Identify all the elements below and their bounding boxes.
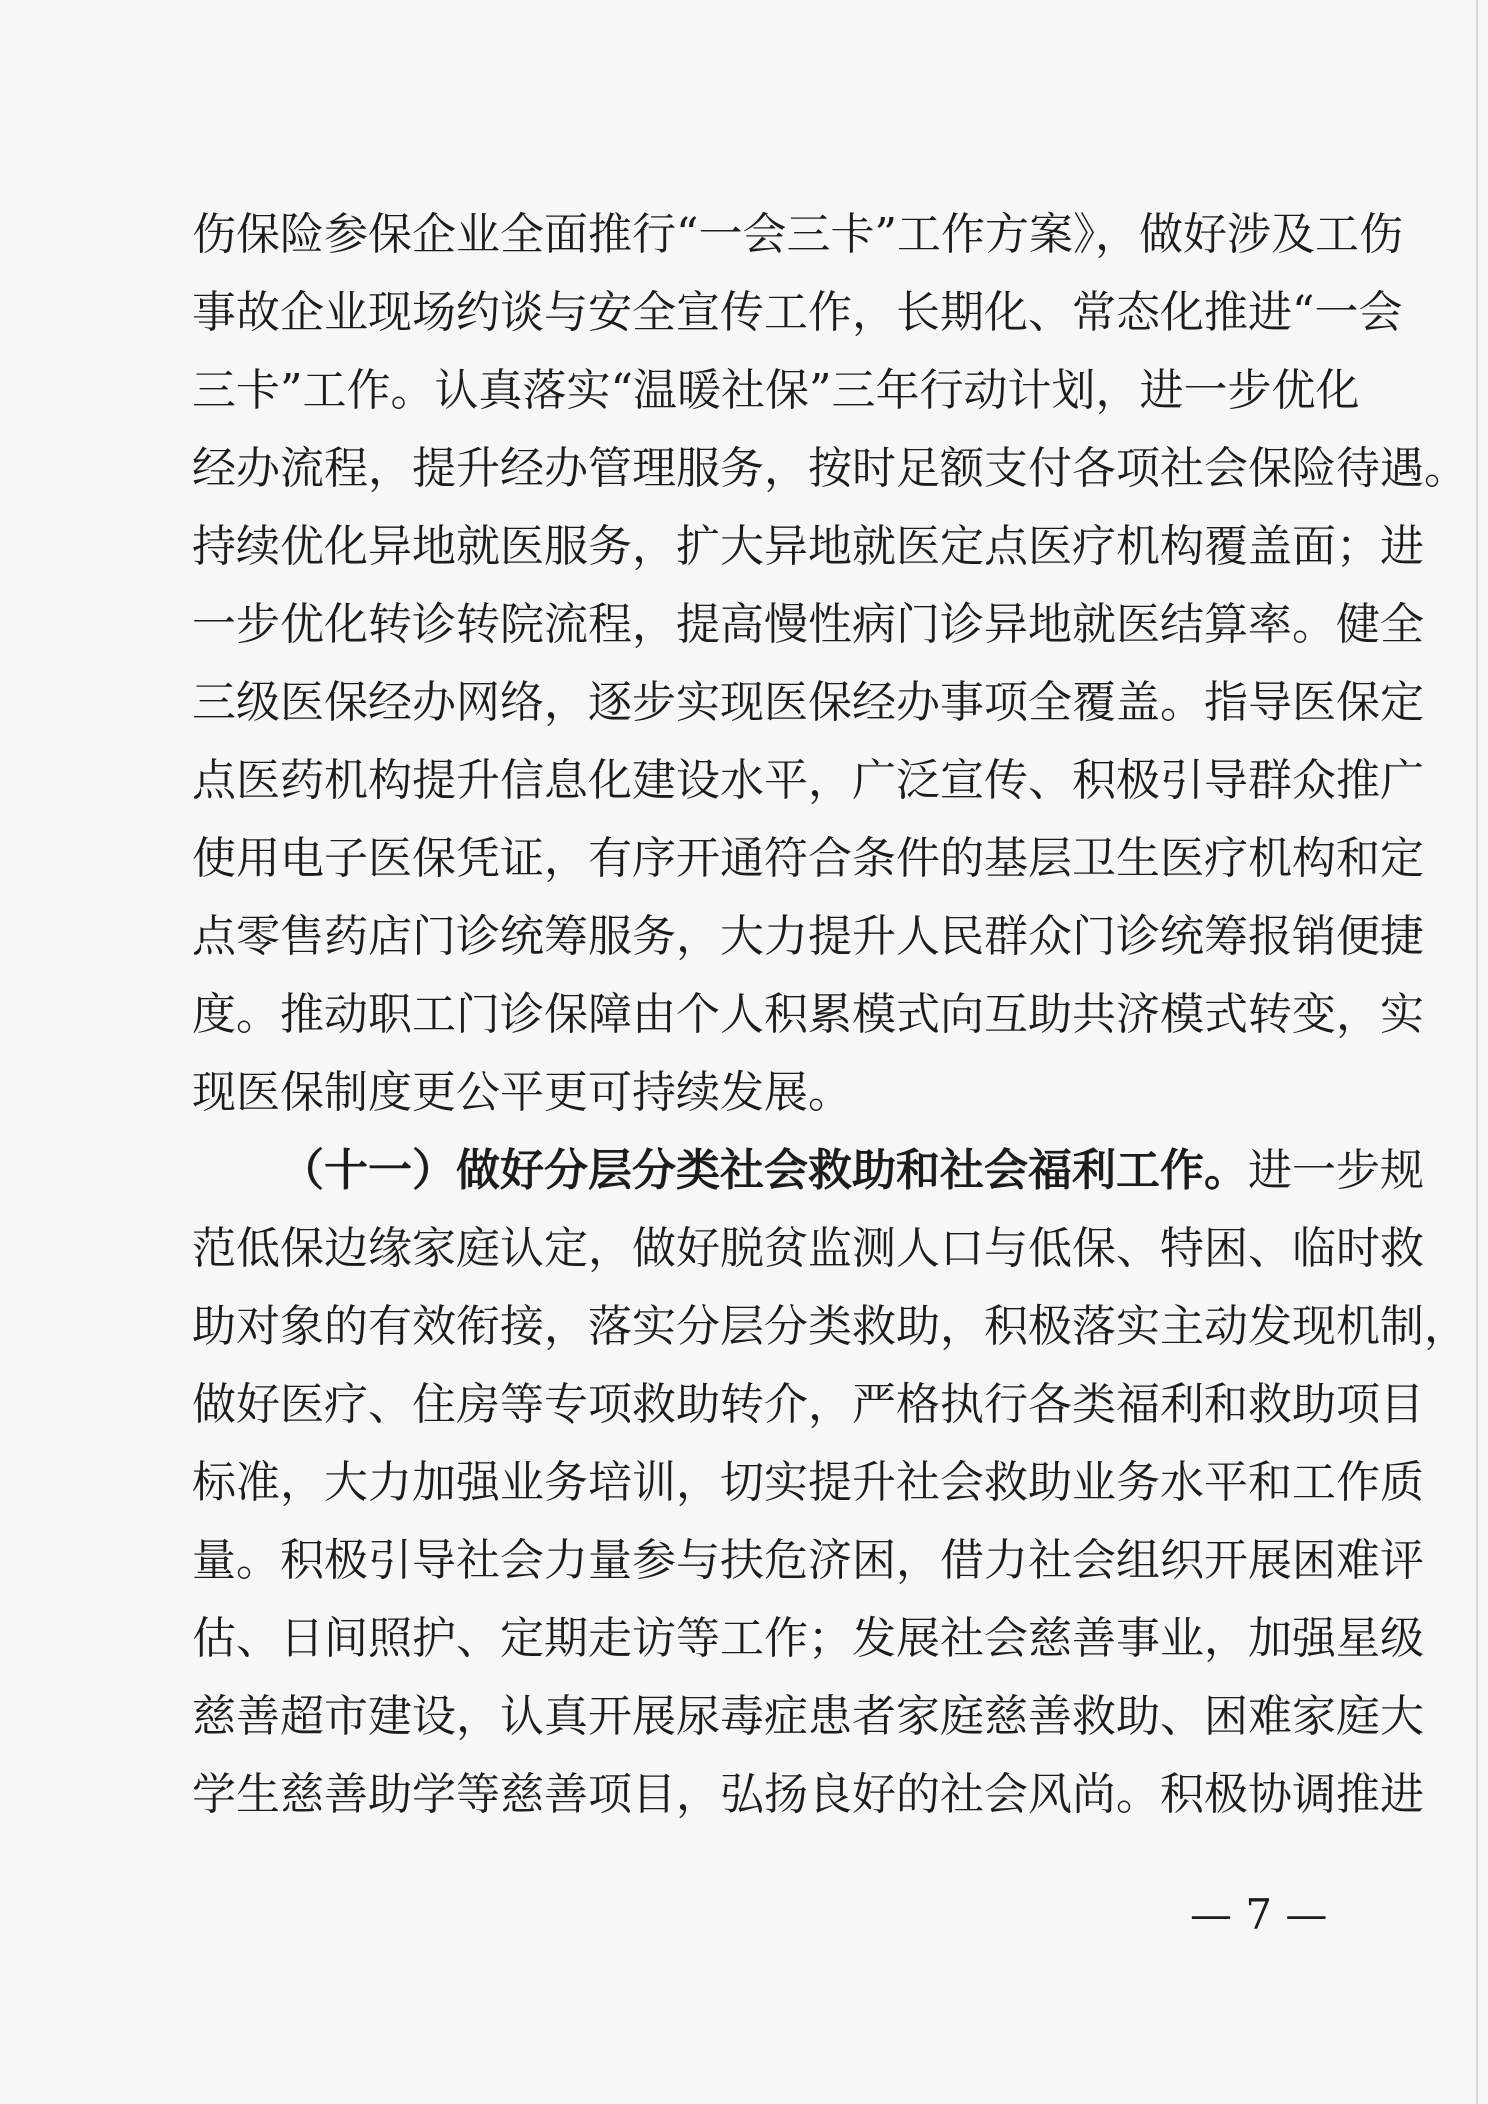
text-line: 估、日间照护、定期走访等工作；发展社会慈善事业，加强星级	[192, 1613, 1424, 1664]
text-line: 范低保边缘家庭认定，做好脱贫监测人口与低保、特困、临时救	[192, 1223, 1424, 1274]
text-line: 现医保制度更公平更可持续发展。	[192, 1067, 852, 1118]
text-line: 事故企业现场约谈与安全宣传工作，长期化、常态化推进“一会	[192, 287, 1403, 338]
text-line: 经办流程，提升经办管理服务，按时足额支付各项社会保险待遇。	[192, 443, 1468, 494]
text-line: 学生慈善助学等慈善项目，弘扬良好的社会风尚。积极协调推进	[192, 1769, 1424, 1820]
text-line: 标准，大力加强业务培训，切实提升社会救助业务水平和工作质	[192, 1457, 1424, 1508]
text-line: 点零售药店门诊统筹服务，大力提升人民群众门诊统筹报销便捷	[192, 911, 1424, 962]
text-line: 一步优化转诊转院流程，提高慢性病门诊异地就医结算率。健全	[192, 599, 1424, 650]
text-line: 量。积极引导社会力量参与扶危济困，借力社会组织开展困难评	[192, 1535, 1424, 1586]
scan-edge-divider	[1476, 0, 1478, 2104]
text-line: 慈善超市建设，认真开展尿毒症患者家庭慈善救助、困难家庭大	[192, 1691, 1424, 1742]
text-line: 伤保险参保企业全面推行“一会三卡”工作方案》，做好涉及工伤	[192, 209, 1403, 260]
section-heading: （十一）做好分层分类社会救助和社会福利工作。	[280, 1145, 1248, 1196]
body-text	[192, 196, 1468, 1834]
text-line: 持续优化异地就医服务，扩大异地就医定点医疗机构覆盖面；进	[192, 521, 1424, 572]
page-number: — 7 —	[1190, 1890, 1328, 1939]
text-line: 三级医保经办网络，逐步实现医保经办事项全覆盖。指导医保定	[192, 677, 1424, 728]
text-line: 点医药机构提升信息化建设水平，广泛宣传、积极引导群众推广	[192, 755, 1424, 806]
paragraph-social-assistance	[192, 1132, 1468, 1834]
text-line: 使用电子医保凭证，有序开通符合条件的基层卫生医疗机构和定	[192, 833, 1424, 884]
section-heading-line	[192, 1132, 1424, 1210]
text-line: 助对象的有效衔接，落实分层分类救助，积极落实主动发现机制，	[192, 1301, 1468, 1352]
text-line: 度。推动职工门诊保障由个人积累模式向互助共济模式转变，实	[192, 989, 1424, 1040]
text-line: 做好医疗、住房等专项救助转介，严格执行各类福利和救助项目	[192, 1379, 1424, 1430]
heading-tail-text: 进一步规	[1248, 1145, 1424, 1196]
paragraph-social-insurance	[192, 196, 1468, 1132]
text-line: 三卡”工作。认真落实“温暖社保”三年行动计划，进一步优化	[192, 365, 1360, 416]
